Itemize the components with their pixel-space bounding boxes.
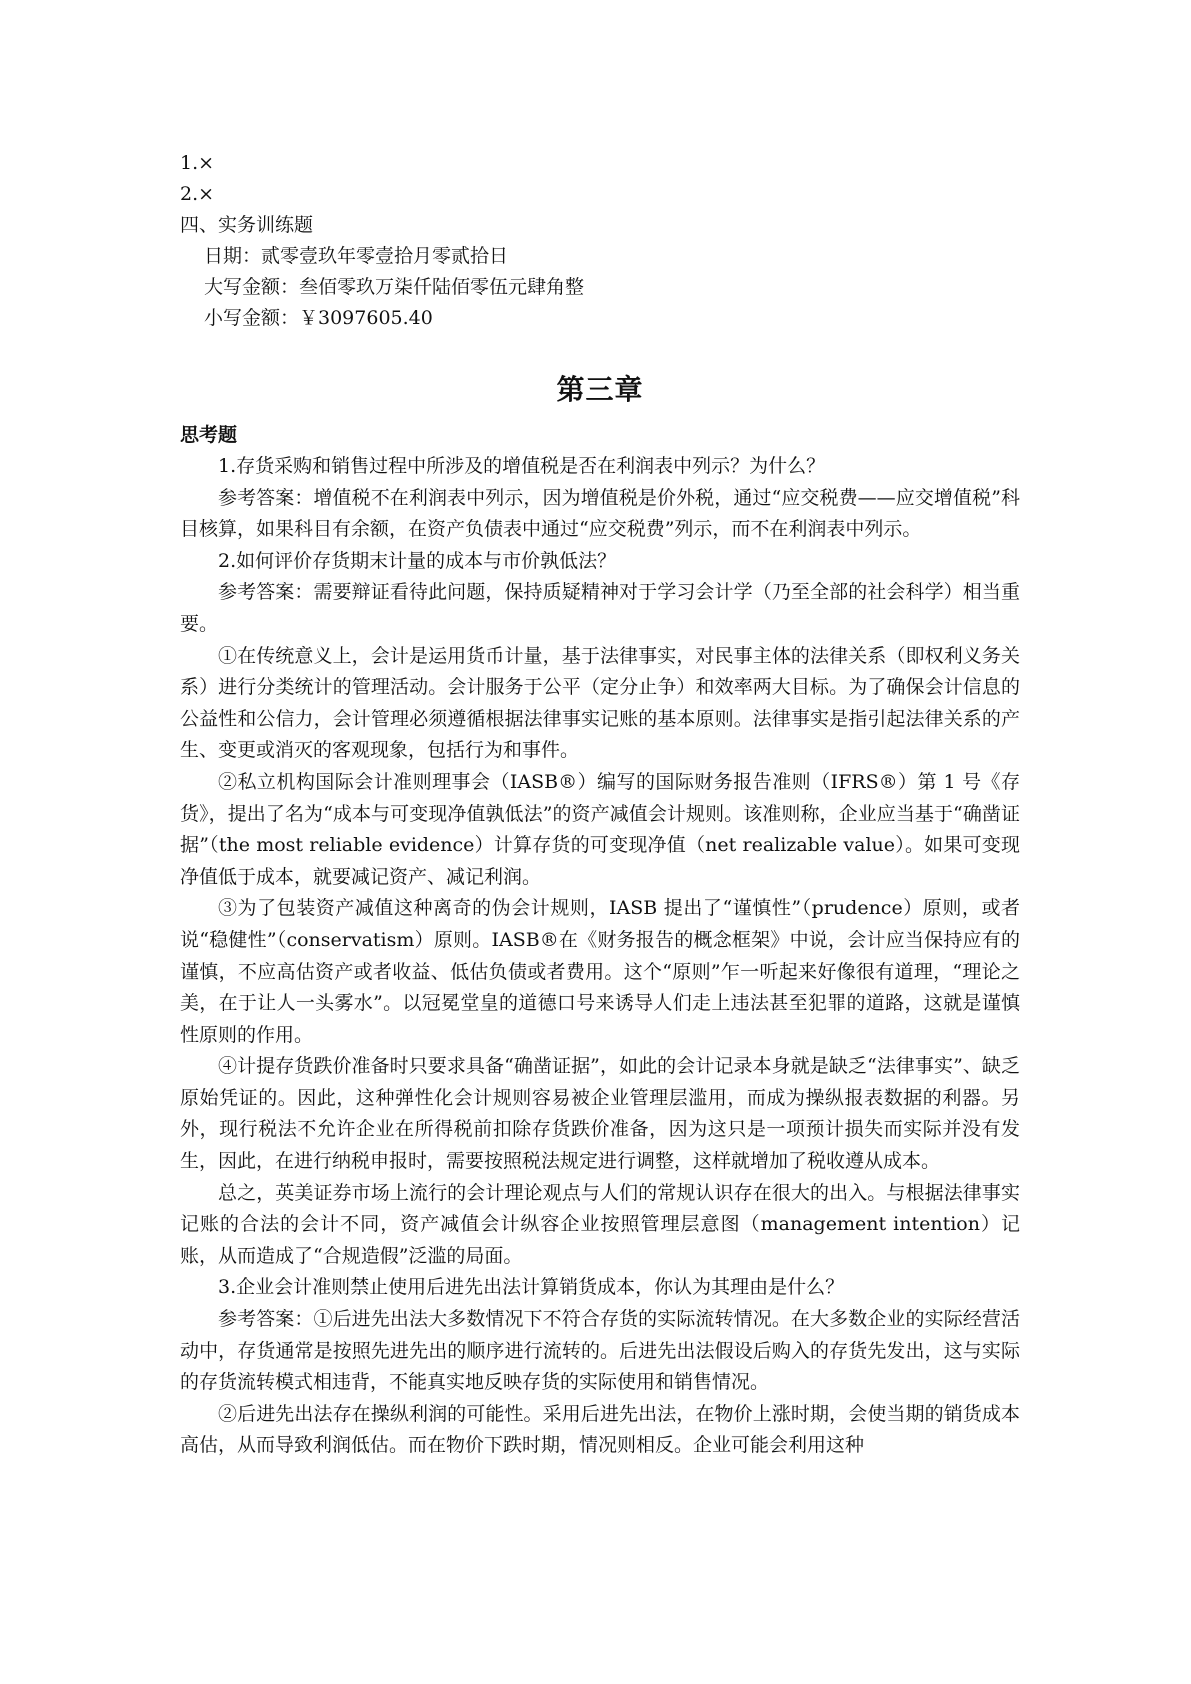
answer-item-2: 2.× <box>180 183 215 205</box>
practice-amount-figures: 小写金额：￥3097605.40 <box>204 307 433 329</box>
practice-amount-words: 大写金额：叁佰零玖万柒仟陆佰零伍元肆角整 <box>204 276 585 298</box>
page-content <box>180 148 1020 1462</box>
question-3: 3.企业会计准则禁止使用后进先出法计算销货成本，你认为其理由是什么？ <box>218 1276 845 1299</box>
section-heading-practice: 四、实务训练题 <box>180 214 314 236</box>
question-1: 1.存货采购和销售过程中所涉及的增值税是否在利润表中列示？为什么？ <box>218 455 826 477</box>
chapter-title: 第三章 <box>556 373 644 406</box>
answer-2-point-2: ②私立机构国际会计准则理事会（IASB®）编写的国际财务报告准则（IFRS®）第 1 号《存货》，提出了名为“成本与可变现净值孰低法”的资产减值会计规则。该准则称，企业应当基于“确凿证据”（the most reliable evidence）计算存货的可变现净值（net realizable value）。如果可变现净值低于成本，就要减记资产、减记利润。 <box>180 770 1020 888</box>
section-title: 思考题 <box>180 424 238 446</box>
answer-2-point-1: ①在传统意义上，会计是运用货币计量，基于法律事实，对民事主体的法律关系（即权利义务关系）进行分类统计的管理活动。会计服务于公平（定分止争）和效率两大目标。为了确保会计信息的公益性和公信力，会计管理必须遵循根据法律事实记账的基本原则。法律事实是指引起法律关系的产生、变更或消灭的客观现象，包括行为和事件。 <box>180 644 1020 762</box>
practice-date: 日期：贰零壹玖年零壹拾月零贰拾日 <box>204 245 509 267</box>
answer-3-point-1: 参考答案：①后进先出法大多数情况下不符合存货的实际流转情况。在大多数企业的实际经营活动中，存货通常是按照先进先出的顺序进行流转的。后进先出法假设后购入的存货先发出，这与实际的存货流转模式相违背，不能真实地反映存货的实际使用和销售情况。 <box>180 1308 1020 1394</box>
answer-2-summary: 总之，英美证券市场上流行的会计理论观点与人们的常规认识存在很大的出入。与根据法律事实记账的合法的会计不同，资产减值会计纵容企业按照管理层意图（management intention）记账，从而造成了“合规造假”泛滥的局面。 <box>180 1181 1020 1267</box>
answer-2-point-3: ③为了包装资产减值这种离奇的伪会计规则，IASB 提出了“谨慎性”（prudence）原则，或者说“稳健性”（conservatism）原则。IASB®在《财务报告的概念框架》中说，会计应当保持应有的谨慎，不应高估资产或者收益、低估负债或者费用。这个“原则”乍一听起来好像很有道理，“理论之美，在于让人一头雾水”。以冠冕堂皇的道德口号来诱导人们走上违法甚至犯罪的道路，这就是谨慎性原则的作用。 <box>180 897 1020 1046</box>
answer-3-point-2: ②后进先出法存在操纵利润的可能性。采用后进先出法，在物价上涨时期，会使当期的销货成本高估，从而导致利润低估。而在物价下跌时期，情况则相反。企业可能会利用这种 <box>180 1402 1020 1457</box>
answer-item-1: 1.× <box>180 152 215 174</box>
question-2: 2.如何评价存货期末计量的成本与市价孰低法？ <box>218 549 617 572</box>
answer-2-intro: 参考答案：需要辩证看待此问题，保持质疑精神对于学习会计学（乃至全部的社会科学）相当重要。 <box>180 581 1020 635</box>
answer-2-point-4: ④计提存货跌价准备时只要求具备“确凿证据”，如此的会计记录本身就是缺乏“法律事实”、缺乏原始凭证的。因此，这种弹性化会计规则容易被企业管理层滥用，而成为操纵报表数据的利器。另外，现行税法不允许企业在所得税前扣除存货跌价准备，因为这只是一项预计损失而实际并没有发生，因此，在进行纳税申报时，需要按照税法规定进行调整，这样就增加了税收遵从成本。 <box>180 1055 1020 1173</box>
answer-1: 参考答案：增值税不在利润表中列示，因为增值税是价外税，通过“应交税费——应交增值税”科目核算，如果科目有余额，在资产负债表中通过“应交税费”列示，而不在利润表中列示。 <box>180 486 1020 541</box>
